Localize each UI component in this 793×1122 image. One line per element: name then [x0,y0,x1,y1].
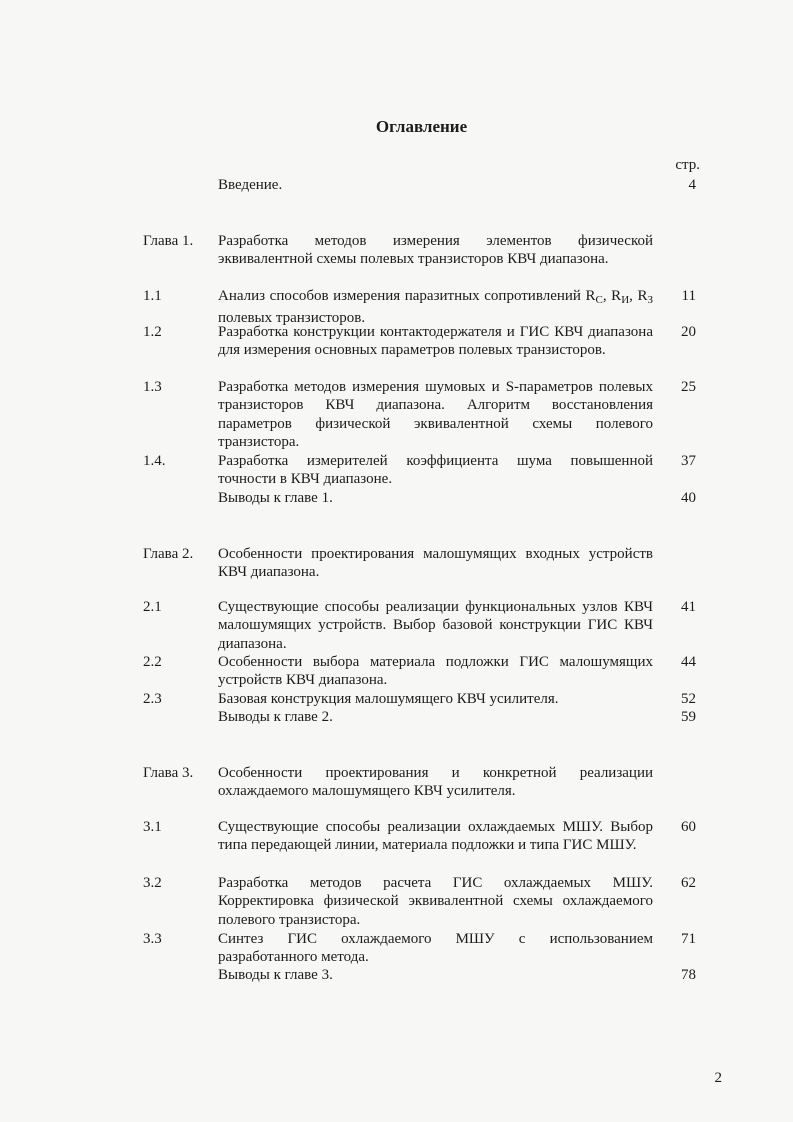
section-number: 2.1 [143,599,162,615]
section-page: 52 [681,691,696,707]
section-number: 1.2 [143,324,162,340]
section-number: 1.4. [143,453,166,469]
section-page: 71 [681,931,696,947]
section-title: Анализ способов измерения паразитных сопротивлений $R_C$, $R_И$, $R_З$ полевых транзисторов. [218,288,653,327]
section-number: 3.2 [143,875,162,891]
toc-entry-text: Введение. [218,177,283,193]
chapter-label: Глава 1. [143,233,194,249]
section-number: 1.1 [143,288,162,304]
page-column-header: стр. [675,157,700,173]
section-title: Синтез ГИС охлаждаемого МШУ с использованием разработанного метода. [218,931,653,966]
section-title: Базовая конструкция малошумящего КВЧ усилителя. [218,691,559,707]
section-number: 2.2 [143,654,162,670]
conclusion-text: Выводы к главе 1. [218,490,333,506]
section-page: 41 [681,599,696,615]
section-title: Существующие способы реализации функциональных узлов КВЧ малошумящих устройств. Выбор базовой конструкции ГИС КВЧ диапазона. [218,599,653,652]
section-title: Разработка методов измерения шумовых и S-параметров полевых транзисторов КВЧ диапазона. Алгоритм восстановления параметров физической эквивалентной схемы полевого транзистора. [218,379,653,451]
chapter-label: Глава 2. [143,546,194,562]
section-page: 37 [681,453,696,469]
section-title: Особенности выбора материала подложки ГИС малошумящих устройств КВЧ диапазона. [218,654,653,689]
conclusion-page: 59 [681,709,696,725]
conclusion-page: 40 [681,490,696,506]
conclusion-page: 78 [681,967,696,983]
page-title: Оглавление [375,117,468,136]
section-page: 20 [681,324,696,340]
section-number: 1.3 [143,379,162,395]
page-number: 2 [714,1070,722,1086]
section-title: Разработка измерителей коэффициента шума повышенной точности в КВЧ диапазоне. [218,453,653,488]
section-title: Разработка методов расчета ГИС охлаждаемых МШУ. Корректировка физической эквивалентной схемы охлаждаемого полевого транзистора. [218,875,653,928]
section-number: 2.3 [143,691,162,707]
chapter-title: Разработка методов измерения элементов физической эквивалентной схемы полевых транзисторов КВЧ диапазона. [218,233,653,268]
section-number: 3.3 [143,931,162,947]
section-page: 62 [681,875,696,891]
chapter-title: Особенности проектирования малошумящих входных устройств КВЧ диапазона. [218,546,653,581]
section-title: Разработка конструкции контактодержателя и ГИС КВЧ диапазона для измерения основных параметров полевых транзисторов. [218,324,653,359]
conclusion-text: Выводы к главе 2. [218,709,333,725]
section-number: 3.1 [143,819,162,835]
section-page: 25 [681,379,696,395]
section-page: 44 [681,654,696,670]
chapter-title: Особенности проектирования и конкретной реализации охлаждаемого малошумящего КВЧ усилителя. [218,765,653,800]
section-page: 60 [681,819,696,835]
section-page: 11 [681,288,696,304]
toc-entry-page: 4 [688,177,696,193]
conclusion-text: Выводы к главе 3. [218,967,333,983]
chapter-label: Глава 3. [143,765,194,781]
section-title: Существующие способы реализации охлаждаемых МШУ. Выбор типа передающей линии, материала подложки и типа ГИС МШУ. [218,819,653,854]
